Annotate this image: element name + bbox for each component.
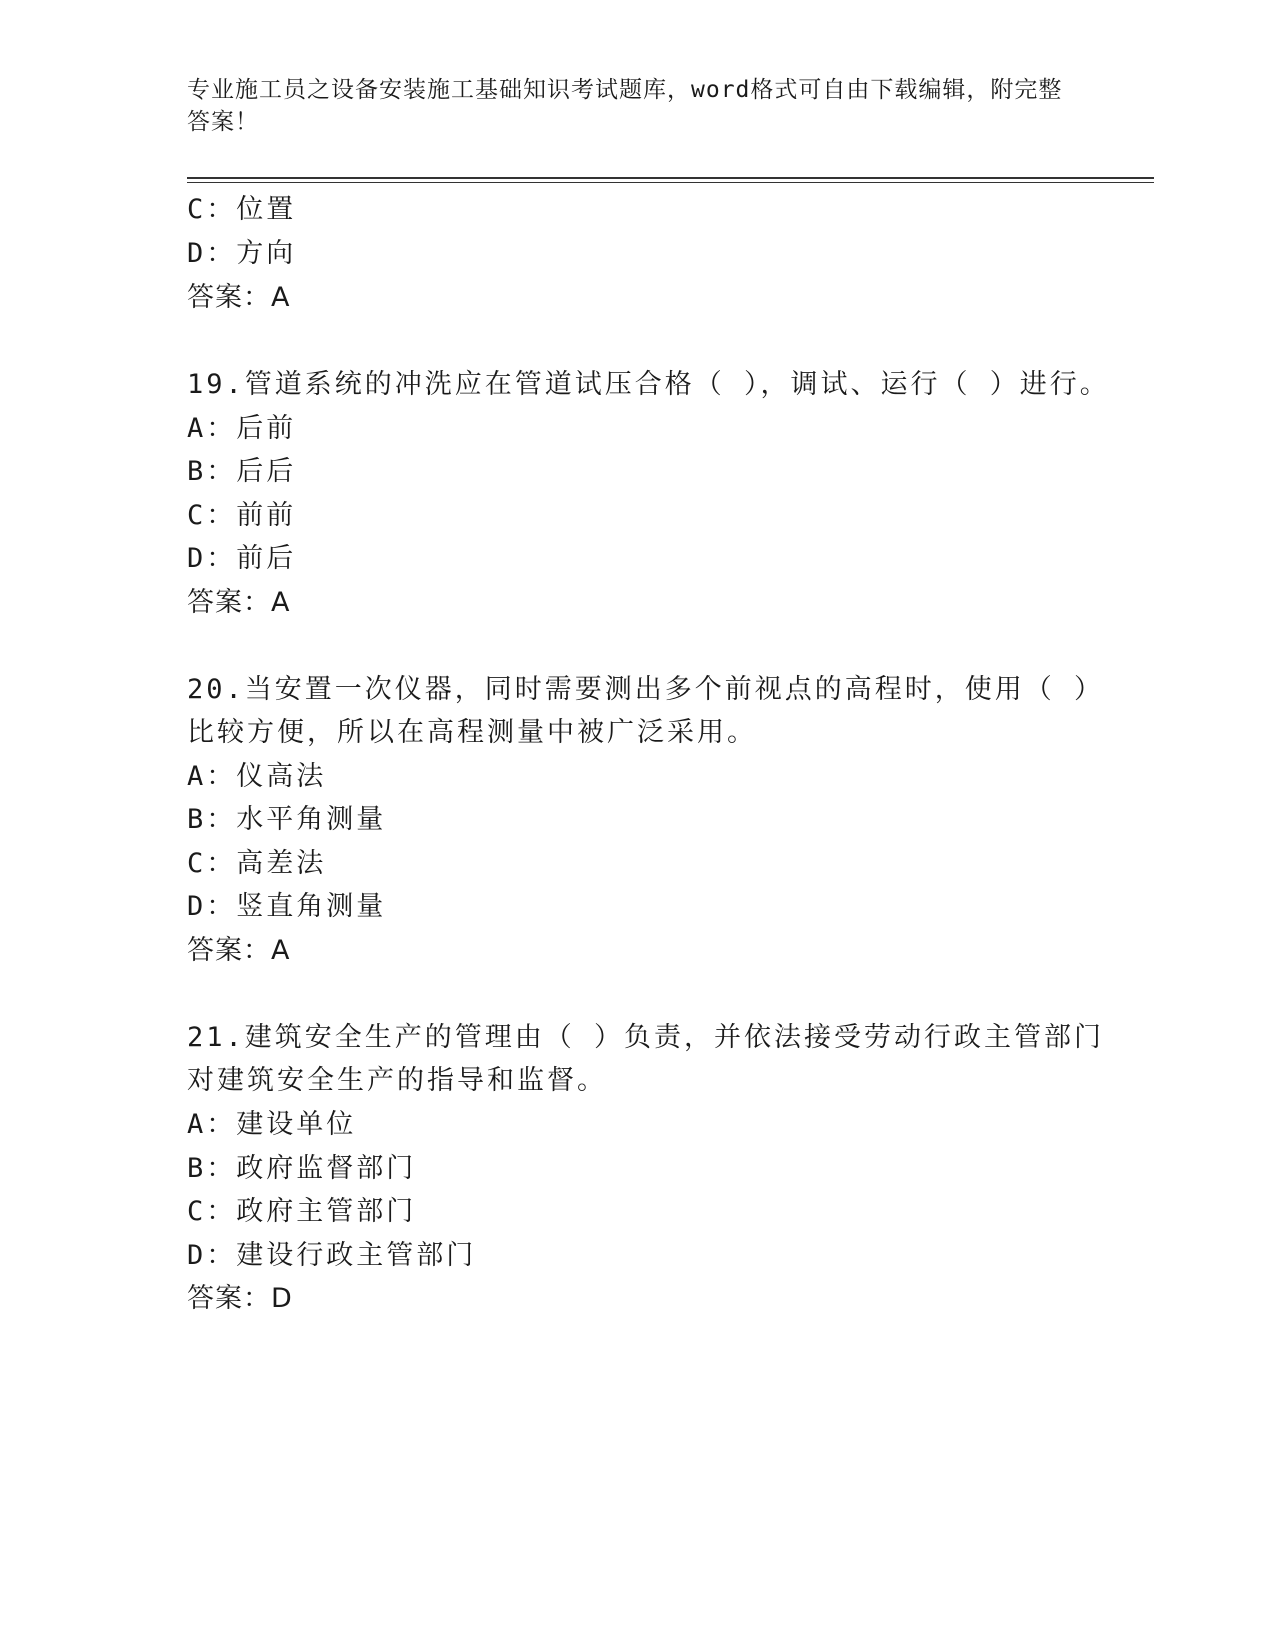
- answer-line: 答案：D: [187, 1283, 293, 1314]
- option-a: A：后前: [187, 413, 297, 444]
- question-20: 20.当安置一次仪器，同时需要测出多个前视点的高程时，使用（ ）: [187, 674, 1105, 705]
- option-b: B：后后: [187, 456, 297, 487]
- option-d: D：建设行政主管部门: [187, 1240, 477, 1271]
- option-c: C：政府主管部门: [187, 1196, 417, 1227]
- question-20-continued: 比较方便，所以在高程测量中被广泛采用。: [187, 717, 757, 748]
- option-a: A：建设单位: [187, 1109, 357, 1140]
- option-b: B：水平角测量: [187, 804, 387, 835]
- option-d: D：前后: [187, 543, 297, 574]
- option-b: B：政府监督部门: [187, 1153, 417, 1184]
- document-header: 专业施工员之设备安装施工基础知识考试题库，word格式可自由下载编辑，附完整答案！: [187, 77, 1063, 135]
- question-19: 19.管道系统的冲洗应在管道试压合格（ ），调试、运行（ ）进行。: [187, 369, 1110, 400]
- option-c: C：前前: [187, 500, 297, 531]
- header-divider-thick: [187, 177, 1154, 179]
- option-a: A：仪高法: [187, 761, 327, 792]
- question-21: 21.建筑安全生产的管理由（ ）负责，并依法接受劳动行政主管部门: [187, 1022, 1105, 1053]
- header-divider-thin: [187, 182, 1154, 183]
- option-c: C：位置: [187, 194, 297, 225]
- answer-line: 答案：A: [187, 935, 291, 966]
- option-d: D：竖直角测量: [187, 891, 387, 922]
- answer-line: 答案：A: [187, 587, 291, 618]
- question-21-continued: 对建筑安全生产的指导和监督。: [187, 1065, 607, 1096]
- option-c: C：高差法: [187, 848, 327, 879]
- answer-line: 答案：A: [187, 282, 291, 313]
- option-d: D：方向: [187, 238, 297, 269]
